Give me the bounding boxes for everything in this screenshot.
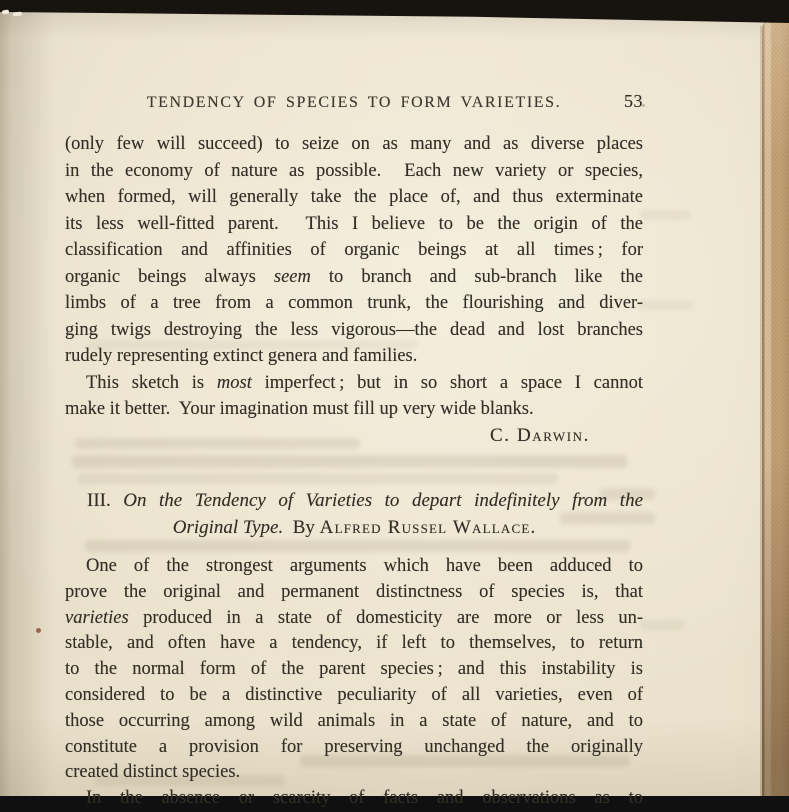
text-line [65,158,643,185]
text-segment: to branch and sub-branch like the [310,266,643,287]
show-through-ghost [638,300,693,310]
section-heading-wallace [65,487,643,541]
text-segment: . [530,517,536,538]
text-segment: those occurring among wild animals in a state of nature, and to [65,710,643,731]
text-segment: its less well-fitted parent. This I believe to be the origin of the [65,213,643,234]
text-line [65,264,643,291]
background-above-page [0,0,789,24]
text-segment: created distinct species. [65,762,241,783]
text-segment: limbs of a tree from a common trunk, the flourishing and diver- [65,293,643,313]
text-segment: imperfect ; but in so short a space I cannot [251,372,643,393]
text-segment: stable, and often have a tendency, if left to themselves, to return [65,633,643,654]
section-heading-line2 [65,514,643,541]
text-segment: (only few will succeed) to seize on as many and as diverse places [65,134,643,154]
text-segment: ging twigs destroying the less vigorous—the dead and lost branches [65,319,643,340]
text-line [65,343,643,370]
text-segment: By [283,517,320,538]
page-number: 53 [624,91,643,111]
text-line [65,184,643,211]
text-line [65,760,643,786]
show-through-ghost [640,620,685,630]
text-segment: most [216,372,252,393]
running-head [65,91,643,111]
text-segment: classification and affinities of organic beings at all times ; for [65,240,643,260]
text-line [65,396,643,423]
text-segment: seem [273,266,311,287]
text-segment: On the Tendency of Varieties to depart indefinitely from the [123,490,644,511]
text-segment: make it better. Your imagination must fill up very wide blanks. [65,399,534,419]
foxing-spot [36,628,41,633]
darwin-signature [65,423,643,450]
book-fore-edge [762,20,789,796]
text-line [65,554,643,580]
text-segment: considered to be a distinctive peculiarity of all varieties, even of [65,684,643,705]
text-segment: to the normal form of the parent species ; and this instability is [65,659,643,680]
text-segment: III. [87,490,124,511]
text-segment: varieties [65,607,129,628]
text-column [65,91,644,812]
text-line [65,709,643,735]
text-segment: In the absence or scarcity of facts and observations as to [86,788,643,809]
text-line [65,631,643,657]
text-line [65,735,643,761]
text-segment: C. Darwin. [490,424,590,446]
text-line [65,580,643,606]
text-line [65,683,643,709]
text-line [65,237,643,264]
gutter-shadow [0,12,60,796]
text-line [65,657,643,683]
text-segment: Alfred Russel Wallace [319,517,531,538]
text-segment: prove the original and permanent distinctness of species is, that [65,581,643,602]
text-line [65,606,643,632]
text-line [65,370,643,397]
paragraph-block-darwin-extract [65,131,643,423]
text-line [65,131,643,158]
section-heading-line1 [65,487,643,514]
text-segment: produced in a state of domesticity are more or less un- [128,607,643,628]
text-segment: Original Type. [172,517,284,538]
text-line [65,211,643,238]
text-segment: One of the strongest arguments which have been adduced to [86,556,643,576]
paragraph-block-wallace-essay [65,554,643,812]
text-line [65,290,643,317]
text-segment: rudely representing extinct genera and families. [65,346,418,366]
running-title: TENDENCY OF SPECIES TO FORM VARIETIES. [146,94,562,111]
text-segment: in the economy of nature as possible. Each new variety or species, [65,160,643,181]
paper-fleck [13,12,22,17]
show-through-ghost [640,210,690,220]
text-segment: organic beings always [65,266,274,287]
text-segment: when formed, will generally take the place of, and thus exterminate [65,187,643,207]
text-segment: constitute a provision for preserving unchanged the originally [65,736,643,757]
text-segment: This sketch is [86,372,217,393]
text-line [65,786,643,812]
text-line [65,317,643,344]
